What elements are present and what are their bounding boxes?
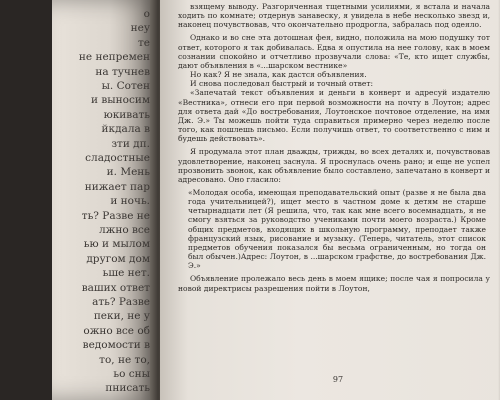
left-page-line: те [137, 36, 150, 49]
left-page-line: другом дом [86, 252, 150, 265]
left-page-line: ать? Разве [92, 296, 150, 308]
paragraph: «Запечатай текст объявления и деньги в конверт и адресуй издателю «Вестника», отнеси его при первой возможности на почту в Лоутон; адрес для ответа дай «До востребования, Лоутонское почтовое отделение, на имя Дж. Э.» Ты можешь пойти туда справиться примерно через неделю после того, как пошлешь письмо. Если получишь ответ, то соответственно с ним и будешь действовать». [178, 88, 490, 144]
left-page-line: ваших ответ [81, 281, 150, 294]
paragraph: Однако и во сне эта дотошная фея, видно, положила на мою подушку тот ответ, которого я так добивалась. Едва я опустила на нее голову, как в моем сознании спокойно и отчетливо прозвучали слова: «Те, кто ищет службы, дают объявления в «...шарском вестнике» [178, 33, 490, 70]
left-page-line: лжно все [99, 224, 150, 236]
left-page-line: ы. Сотен [101, 80, 150, 92]
left-page-line: не непремен [78, 51, 150, 64]
right-page [160, 0, 500, 400]
right-page-text [178, 2, 490, 293]
left-page [52, 0, 156, 400]
page-number: 97 [332, 375, 344, 384]
left-page-line: пеки, не у [93, 310, 150, 323]
left-page-line: на тучнев [95, 65, 150, 78]
left-page-line: и. Мень [106, 166, 150, 179]
left-page-line: сладостные [85, 152, 150, 164]
paragraph: И снова последовал быстрый и точный ответ: [190, 79, 374, 89]
left-page-line: йкдала в [101, 123, 150, 136]
advertisement-quote: «Молодая особа, имеющая преподавательский опыт (разве я не была два года учительницей?), ищет место в частном доме к детям не старше четырнадцати лет (Я решила, что, так как мне всего восемнадцать, я не смогу взяться за руководство учениками почти моего возраста.) Кроме общих предметов, входящих в школьную программу, преподает также французский язык, рисование и музыку. (Теперь, читатель, этот список предметов обучения показался бы весьма ограниченным, но тогда он был обычен.)Адрес: Лоутон, в ...шарском графстве, до востребования Дж. Э.» [188, 187, 486, 271]
paragraph: взящему выводу. Разгоряченная тщетными усилиями, я встала и начала ходить по комнате; отдернув занавеску, я увидела в небе несколько звезд и, наконец почувствовав, что окончательно продрогла, забралась под одеяло. [178, 2, 490, 30]
left-page-line: ьше нет. [102, 267, 150, 280]
left-page-line: юкивать [103, 108, 150, 121]
left-page-line: зти дп. [111, 137, 150, 150]
left-page-line: и выносим [91, 94, 150, 107]
left-page-line: нижает пар [84, 180, 150, 193]
left-page-line: ведомости в [82, 339, 150, 352]
left-page-line: ть? Разве не [81, 209, 150, 222]
left-page-line: и ночь. [110, 195, 150, 208]
left-page-line: ью и мылом [83, 238, 150, 251]
left-page-line: пнисать [105, 382, 150, 395]
paragraph: Но как? Я не знала, как дастся объявления. [190, 70, 367, 80]
left-page-line: то, не то, [99, 353, 150, 366]
paragraph: Объявление пролежало весь день в моем ящике; после чая я попросила у новой директрисы разрешения пойти в Лоутон, [178, 274, 490, 293]
left-page-line: ожно все об [83, 324, 150, 337]
left-page-line: о [143, 8, 150, 20]
left-page-line: неу [130, 22, 150, 35]
paragraph: Я продумала этот план дважды, трижды, во всех деталях и, почувствовав удовлетворение, наконец заснула. Я проснулась очень рано; и еще не успел прозвонить звонок, как объявление было составлено, запечатано в конверт и адресовано. Оно гласило: [178, 147, 490, 184]
left-page-line: ьо сны [113, 368, 150, 380]
